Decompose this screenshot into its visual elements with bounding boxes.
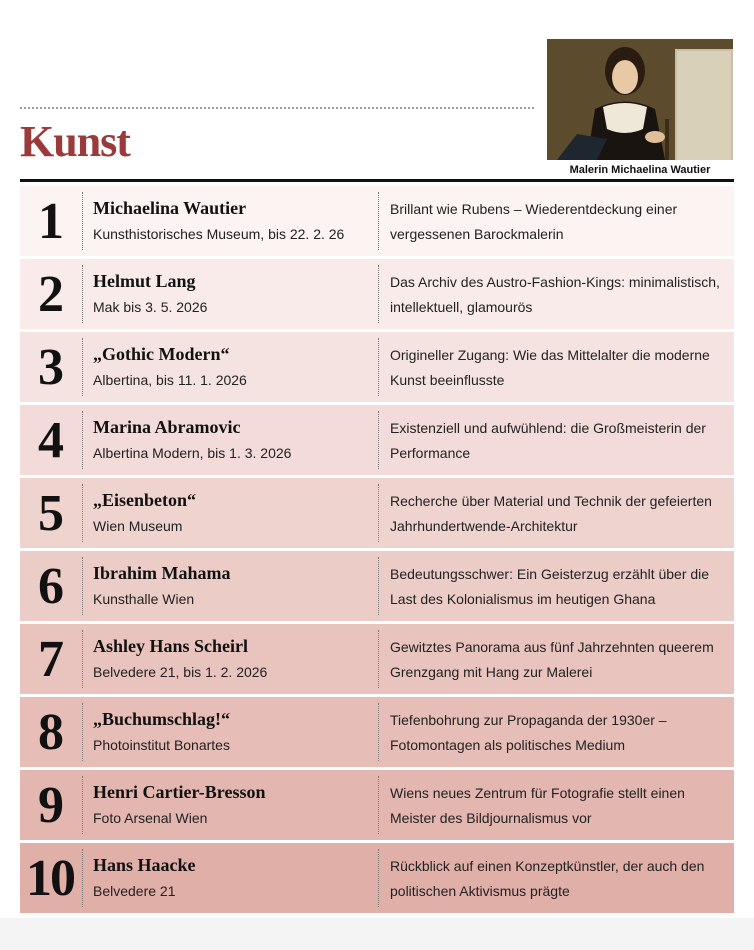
exhibition-venue: Albertina Modern, bis 1. 3. 2026: [93, 445, 292, 461]
column-divider: [82, 484, 83, 542]
column-divider: [378, 411, 379, 469]
exhibition-description: Das Archiv des Austro-Fashion-Kings: minimalistisch, intellektuell, glamourös: [390, 274, 720, 315]
column-divider: [82, 411, 83, 469]
ranking-row: [20, 624, 734, 694]
exhibition-venue: Photoinstitut Bonartes: [93, 737, 230, 753]
exhibition-title: Ibrahim Mahama: [93, 563, 231, 583]
exhibition-description: Tiefenbohrung zur Propaganda der 1930er – Fotomontagen als politisches Medium: [390, 712, 667, 753]
rank-number: 5: [38, 484, 62, 542]
page-bottom-strip: [0, 918, 754, 950]
ranking-row: [20, 259, 734, 329]
exhibition-description: Wiens neues Zentrum für Fotografie stellt einen Meister des Bildjournalismus vor: [390, 785, 685, 826]
exhibition-title: Henri Cartier-Bresson: [93, 782, 266, 802]
column-divider: [82, 557, 83, 615]
rank-number: 2: [38, 265, 62, 323]
exhibition-description: Origineller Zugang: Wie das Mittelalter die moderne Kunst beeinflusste: [390, 347, 710, 388]
exhibition-venue: Belvedere 21, bis 1. 2. 2026: [93, 664, 268, 680]
column-divider: [82, 338, 83, 396]
exhibition-title: Helmut Lang: [93, 271, 196, 291]
column-divider: [82, 849, 83, 907]
section-divider-dotted: [20, 107, 534, 109]
column-divider: [378, 776, 379, 834]
column-divider: [378, 192, 379, 250]
column-divider: [378, 849, 379, 907]
rank-number: 8: [38, 703, 62, 761]
section-title: Kunst: [20, 117, 130, 166]
exhibition-title: Marina Abramovic: [93, 417, 241, 437]
exhibition-title: „Eisenbeton“: [93, 490, 197, 510]
exhibition-description: Rückblick auf einen Konzeptkünstler, der auch den politischen Aktivismus prägte: [390, 858, 705, 899]
column-divider: [82, 192, 83, 250]
column-divider: [82, 630, 83, 688]
ranking-row: [20, 551, 734, 621]
column-divider: [82, 776, 83, 834]
exhibition-title: Ashley Hans Scheirl: [93, 636, 249, 656]
exhibition-description: Existenziell und aufwühlend: die Großmeisterin der Performance: [390, 420, 706, 461]
exhibition-title: „Buchumschlag!“: [93, 709, 231, 729]
featured-painting-image: [547, 39, 733, 160]
ranking-row: [20, 405, 734, 475]
photo-caption: Malerin Michaelina Wautier: [569, 164, 711, 176]
ranking-row: [20, 186, 734, 256]
column-divider: [378, 703, 379, 761]
column-divider: [82, 703, 83, 761]
ranking-row: [20, 697, 734, 767]
exhibition-description: Gewitztes Panorama aus fünf Jahrzehnten queerem Grenzgang mit Hang zur Malerei: [390, 639, 714, 680]
ranking-row: [20, 770, 734, 840]
rank-number: 4: [38, 411, 62, 469]
column-divider: [378, 265, 379, 323]
ranking-list: [20, 186, 734, 916]
exhibition-description: Bedeutungsschwer: Ein Geisterzug erzählt über die Last des Kolonialismus im heutigen Ghana: [390, 566, 710, 607]
column-divider: [378, 484, 379, 542]
exhibition-description: Recherche über Material und Technik der gefeierten Jahrhundertwende-Architektur: [390, 493, 712, 534]
column-divider: [378, 338, 379, 396]
column-divider: [82, 265, 83, 323]
rank-number: 6: [38, 557, 62, 615]
exhibition-venue: Albertina, bis 11. 1. 2026: [93, 372, 247, 388]
rank-number: 3: [38, 338, 62, 396]
exhibition-venue: Belvedere 21: [93, 883, 176, 899]
exhibition-venue: Wien Museum: [93, 518, 183, 534]
exhibition-title: Michaelina Wautier: [93, 198, 247, 218]
exhibition-description: Brillant wie Rubens – Wiederentdeckung einer vergessenen Barockmalerin: [390, 201, 678, 242]
rank-number: 7: [38, 630, 62, 688]
exhibition-venue: Kunsthalle Wien: [93, 591, 195, 607]
ranking-row: [20, 332, 734, 402]
exhibition-venue: Mak bis 3. 5. 2026: [93, 299, 208, 315]
exhibition-venue: Kunsthistorisches Museum, bis 22. 2. 26: [93, 226, 345, 242]
rank-number: 1: [38, 192, 62, 250]
ranking-row: [20, 843, 734, 913]
exhibition-venue: Foto Arsenal Wien: [93, 810, 208, 826]
exhibition-title: „Gothic Modern“: [93, 344, 230, 364]
column-divider: [378, 630, 379, 688]
column-divider: [378, 557, 379, 615]
rank-number: 9: [38, 776, 62, 834]
ranking-row: [20, 478, 734, 548]
rank-number: 10: [26, 849, 74, 907]
exhibition-title: Hans Haacke: [93, 855, 196, 875]
table-top-rule: [20, 179, 734, 182]
